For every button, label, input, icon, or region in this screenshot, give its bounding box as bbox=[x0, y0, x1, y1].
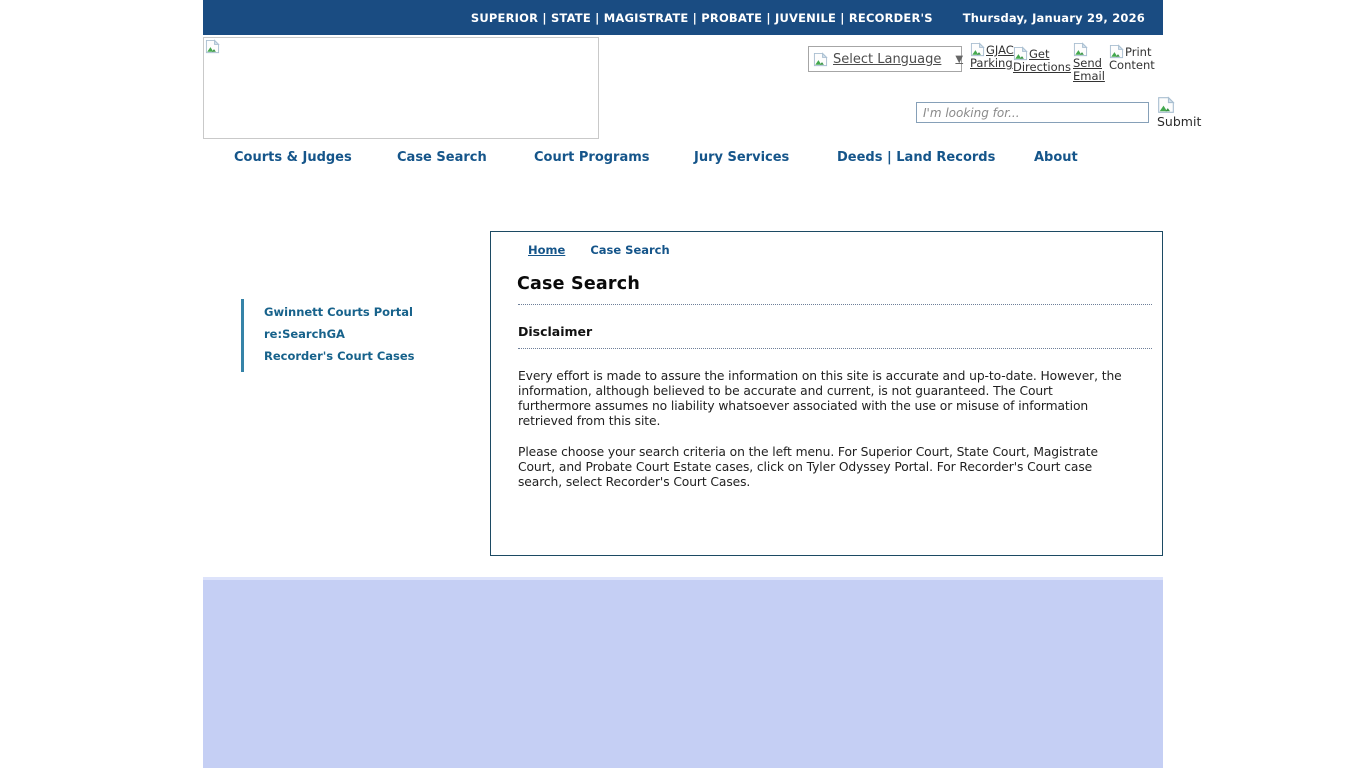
nav-about[interactable]: About bbox=[1034, 150, 1078, 165]
gjac-parking-icon bbox=[970, 42, 985, 57]
nav-courts-judges[interactable]: Courts & Judges bbox=[234, 150, 352, 165]
nav-jury-services[interactable]: Jury Services bbox=[694, 150, 790, 165]
site-logo[interactable] bbox=[203, 37, 599, 139]
breadcrumb-home-link[interactable]: Home bbox=[528, 243, 566, 257]
content-panel bbox=[490, 231, 1163, 556]
translate-icon bbox=[813, 52, 828, 67]
breadcrumb bbox=[528, 243, 1162, 257]
nav-court-programs[interactable]: Court Programs bbox=[534, 150, 650, 165]
directions-icon bbox=[1013, 46, 1028, 61]
courts-list[interactable]: SUPERIOR | STATE | MAGISTRATE | PROBATE | JUVENILE | RECORDER'S bbox=[470, 10, 933, 25]
sidebar-nav bbox=[241, 299, 415, 372]
quick-link-label: GJAC Parking bbox=[970, 43, 1014, 70]
logo-broken-image-icon bbox=[205, 39, 220, 54]
disclaimer-paragraph: Every effort is made to assure the information on this site is accurate and up-to-date. However, the information, although believed to be accurate and current, is not guaranteed. The Court furthermore assumes no liability whatsoever associated with the use or misuse of information retrieved from this site. bbox=[518, 369, 1122, 428]
nav-case-search[interactable]: Case Search bbox=[397, 150, 487, 165]
quick-link-label: Get Directions bbox=[1013, 47, 1071, 74]
submit-icon bbox=[1157, 96, 1175, 114]
disclaimer-heading: Disclaimer bbox=[518, 324, 593, 339]
sidebar-link-recorders-court-cases[interactable]: Recorder's Court Cases bbox=[264, 349, 415, 363]
quick-link-label: Send Email bbox=[1073, 56, 1105, 83]
print-icon bbox=[1109, 44, 1124, 59]
main-nav bbox=[0, 150, 1366, 170]
footer bbox=[203, 577, 1163, 768]
top-courts-bar bbox=[203, 0, 1163, 35]
breadcrumb-current: Case Search bbox=[590, 243, 670, 257]
site-search-input[interactable] bbox=[916, 102, 1149, 123]
nav-deeds-land-records[interactable]: Deeds | Land Records bbox=[837, 150, 996, 165]
gjac-parking-link[interactable] bbox=[970, 42, 1018, 70]
language-dropdown-arrow-icon[interactable]: ▼ bbox=[955, 53, 964, 65]
quick-link-label: Print Content bbox=[1109, 45, 1155, 72]
print-content-link[interactable] bbox=[1109, 44, 1159, 72]
select-language-link[interactable]: Select Language bbox=[833, 51, 942, 67]
page-title: Case Search bbox=[517, 274, 640, 294]
email-icon bbox=[1073, 42, 1088, 57]
current-date: Thursday, January 29, 2026 bbox=[962, 10, 1145, 25]
send-email-link[interactable] bbox=[1073, 42, 1110, 83]
get-directions-link[interactable] bbox=[1013, 46, 1073, 74]
sidebar-link-gwinnett-courts-portal[interactable]: Gwinnett Courts Portal bbox=[264, 305, 413, 319]
submit-label: Submit bbox=[1157, 114, 1202, 129]
language-selector[interactable] bbox=[808, 46, 962, 72]
instructions-paragraph: Please choose your search criteria on the left menu. For Superior Court, State Court, Magistrate Court, and Probate Court Estate cases, click on Tyler Odyssey Portal. For Recorder's Court case search, select Recorder's Court Cases. bbox=[518, 445, 1098, 489]
sidebar-link-researchga[interactable]: re:SearchGA bbox=[264, 327, 345, 341]
search-submit-button[interactable] bbox=[1157, 96, 1203, 129]
divider bbox=[518, 304, 1152, 305]
divider bbox=[518, 348, 1152, 349]
